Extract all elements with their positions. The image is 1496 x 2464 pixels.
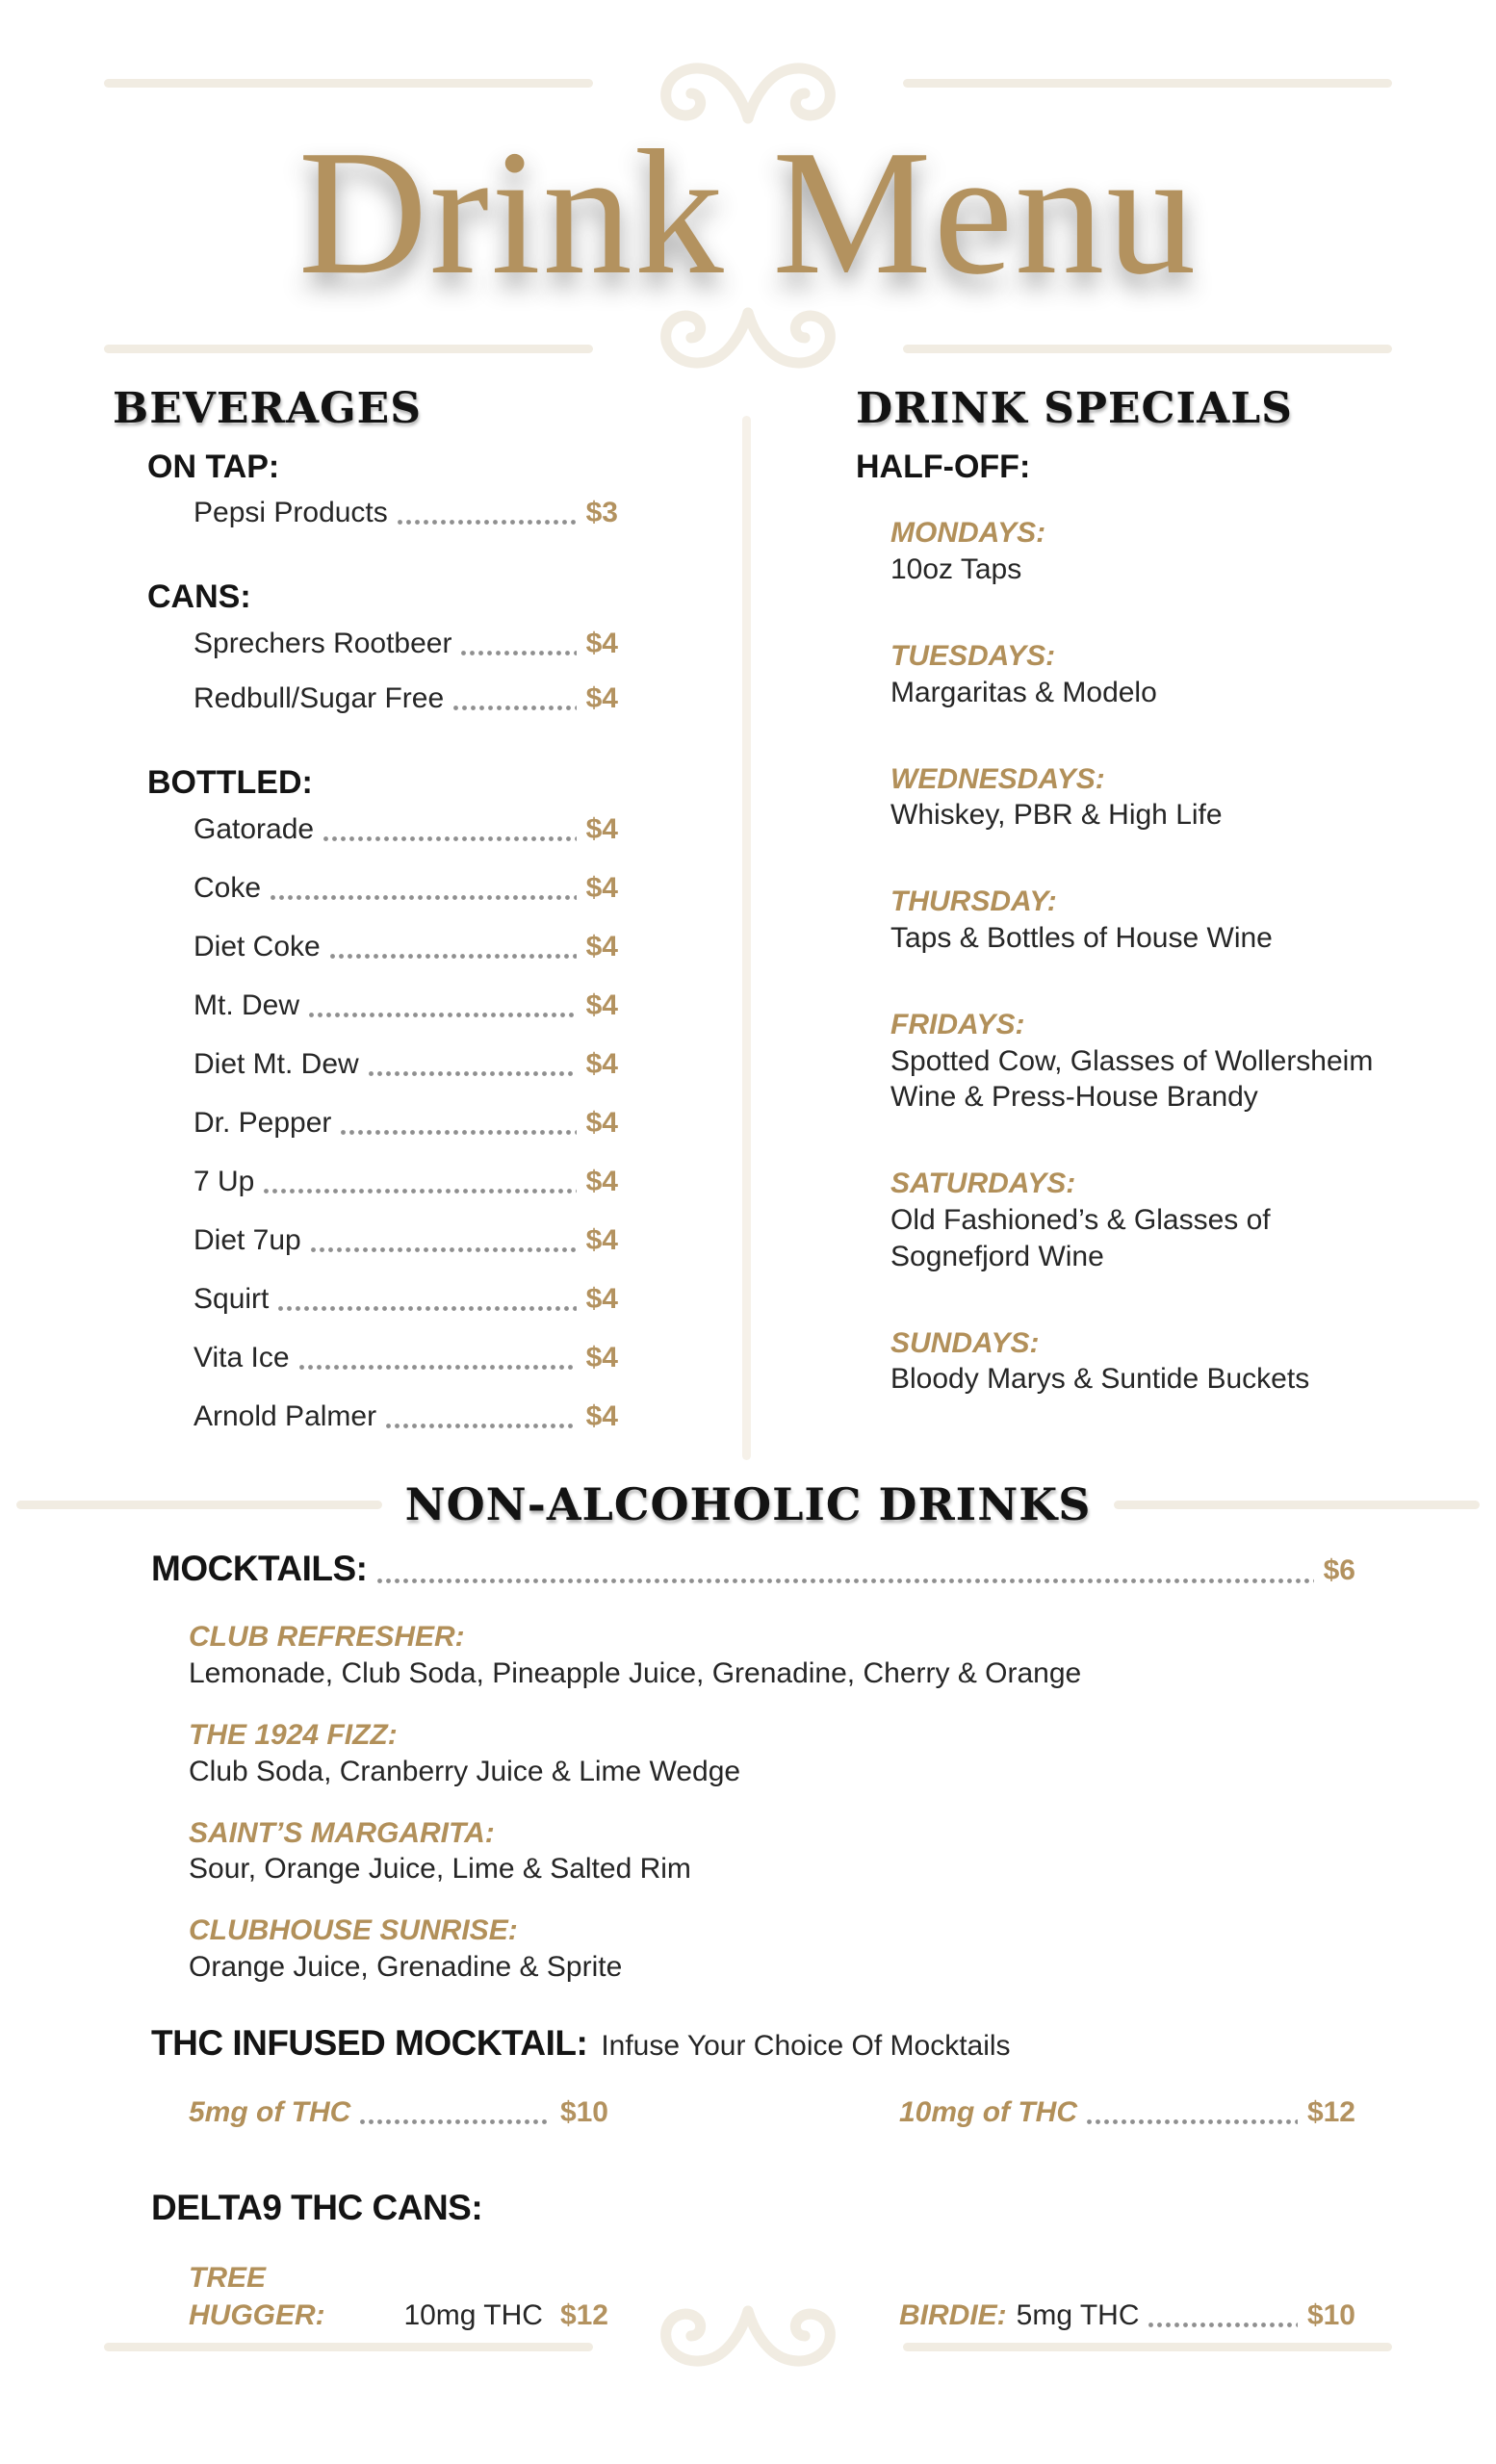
delta9-heading: DELTA9 THC CANS: [151, 2188, 483, 2228]
dotted-leader [384, 1424, 577, 1428]
menu-item-row [899, 2093, 1355, 2131]
mocktail-entry [189, 1717, 1355, 1790]
menu-item-row [193, 810, 618, 848]
mocktail-description: Club Soda, Cranberry Juice & Lime Wedge [189, 1755, 741, 1787]
item-price: $4 [585, 1106, 618, 1139]
group-heading: BOTTLED: [147, 764, 313, 802]
menu-item-row [193, 1045, 618, 1083]
thc-infused-heading-row [151, 2022, 1355, 2065]
mocktail-name: THE 1924 FIZZ: [189, 1718, 398, 1751]
item-name: Diet 7up [193, 1223, 301, 1256]
drink-specials-heading: DRINK SPECIALS [856, 384, 1293, 433]
special-day-block [890, 638, 1406, 711]
divider-line [903, 79, 1392, 88]
day-special: Whiskey, PBR & High Life [890, 799, 1223, 832]
mocktail-entry [189, 1912, 1355, 1986]
dotted-leader [339, 1130, 576, 1135]
group-heading: CANS: [147, 578, 251, 616]
dotted-leader [269, 895, 577, 900]
item-price: $12 [559, 2298, 608, 2331]
dotted-leader [297, 1365, 577, 1370]
day-special: Margaritas & Modelo [890, 676, 1157, 708]
half-off-subheading: HALF-OFF: [856, 448, 1031, 485]
thc-options [189, 2093, 1355, 2131]
divider-line [903, 345, 1392, 353]
item-price: $4 [585, 988, 618, 1021]
menu-item-row [193, 869, 618, 907]
dotted-leader [367, 1071, 577, 1076]
on-tap-group [113, 448, 618, 578]
dotted-leader [459, 651, 576, 655]
column-divider-line [742, 416, 751, 1460]
item-name: Redbull/Sugar Free [193, 682, 445, 715]
mocktails-price: $6 [1323, 1554, 1355, 1587]
mocktail-description: Orange Juice, Grenadine & Sprite [189, 1950, 623, 1983]
menu-item-row [193, 1339, 618, 1376]
drink-specials-section [856, 385, 1406, 1448]
thc-infused-label: THC INFUSED MOCKTAIL: [151, 2022, 588, 2063]
beverages-section [113, 385, 618, 1456]
non-alcoholic-heading: NON-ALCOHOLIC DRINKS [404, 1478, 1092, 1530]
beverages-heading: BEVERAGES [113, 384, 422, 433]
dotted-leader [451, 706, 576, 710]
item-price: $4 [585, 871, 618, 904]
day-special: Spotted Cow, Glasses of Wollersheim Wine & Press-House Brandy [890, 1044, 1374, 1114]
item-detail: 5mg THC [1016, 2298, 1140, 2331]
mocktails-label: MOCKTAILS: [151, 1549, 368, 1588]
special-day-block [890, 1166, 1406, 1274]
menu-item-row [193, 1104, 618, 1142]
item-price: $10 [1306, 2298, 1355, 2331]
item-price: $10 [559, 2096, 608, 2129]
divider-line [16, 1501, 382, 1509]
day-label: THURSDAY: [890, 886, 1057, 918]
special-day-block [890, 761, 1406, 834]
special-day-block [890, 884, 1406, 957]
item-name: Dr. Pepper [193, 1106, 332, 1139]
item-name: BIRDIE: [899, 2298, 1007, 2331]
dotted-leader [262, 1189, 576, 1194]
item-price: $4 [585, 682, 618, 715]
divider-line [104, 345, 593, 353]
mocktail-entry [189, 1619, 1355, 1692]
mocktail-name: SAINT’S MARGARITA: [189, 1816, 495, 1849]
dotted-leader [1085, 2119, 1298, 2124]
cans-group [113, 578, 618, 763]
day-label: SUNDAYS: [890, 1326, 1040, 1359]
day-special: Taps & Bottles of House Wine [890, 921, 1273, 954]
day-special: Old Fashioned’s & Glasses of Sognefjord Wine [890, 1203, 1271, 1272]
item-price: $4 [585, 628, 618, 660]
item-price: $3 [585, 497, 618, 529]
menu-item-row [193, 987, 618, 1024]
special-day-block [890, 1325, 1406, 1399]
item-price: $4 [585, 1223, 618, 1256]
divider-line [903, 2343, 1392, 2351]
item-name: Squirt [193, 1282, 270, 1315]
item-name: Coke [193, 871, 262, 904]
mocktail-description: Sour, Orange Juice, Lime & Salted Rim [189, 1853, 691, 1886]
day-label: SATURDAYS: [890, 1168, 1076, 1200]
item-price: $4 [585, 1399, 618, 1432]
menu-item-row [189, 2093, 608, 2131]
item-name: Vita Ice [193, 1341, 290, 1373]
item-price: $4 [585, 1341, 618, 1373]
item-name: Sprechers Rootbeer [193, 628, 452, 660]
menu-item-row [193, 1280, 618, 1318]
thc-infused-note: Infuse Your Choice Of Mocktails [601, 2029, 1011, 2062]
item-price: $4 [585, 812, 618, 845]
item-price: $12 [1306, 2096, 1355, 2129]
menu-item-row [193, 1398, 618, 1435]
mocktail-description: Lemonade, Club Soda, Pineapple Juice, Grenadine, Cherry & Orange [189, 1657, 1082, 1690]
special-day-block [890, 1007, 1406, 1116]
divider-line [104, 79, 593, 88]
menu-item-row [193, 928, 618, 965]
menu-item-row [193, 1163, 618, 1200]
dotted-leader [322, 836, 577, 841]
item-name: Diet Coke [193, 930, 321, 962]
item-name: 5mg of THC [189, 2096, 351, 2129]
divider-line [104, 2343, 593, 2351]
menu-item-row [193, 494, 618, 531]
bottom-flourish-divider [0, 2300, 1496, 2393]
dotted-leader [309, 1247, 577, 1252]
day-label: WEDNESDAYS: [890, 762, 1105, 795]
non-alcoholic-section [151, 1548, 1355, 2334]
item-detail: 10mg THC [403, 2298, 543, 2331]
mocktails-price-row [151, 1548, 1355, 1590]
item-price: $4 [585, 1282, 618, 1315]
dotted-leader [276, 1306, 576, 1311]
swirl-ornament-icon [618, 2300, 878, 2393]
day-label: MONDAYS: [890, 517, 1046, 550]
item-price: $4 [585, 1047, 618, 1080]
dotted-leader [375, 1578, 1314, 1583]
special-day-block [890, 515, 1406, 588]
item-name: Pepsi Products [193, 497, 388, 529]
menu-item-row [193, 680, 618, 717]
dotted-leader [307, 1013, 577, 1017]
item-name: Diet Mt. Dew [193, 1047, 359, 1080]
mocktail-name: CLUB REFRESHER: [189, 1621, 465, 1654]
item-name: Gatorade [193, 812, 315, 845]
item-name: 7 Up [193, 1165, 255, 1197]
item-name: TREE HUGGER: [189, 2261, 325, 2331]
dotted-leader [396, 520, 577, 525]
day-label: FRIDAYS: [890, 1008, 1025, 1040]
swirl-ornament-icon [618, 302, 878, 395]
divider-line [1114, 1501, 1480, 1509]
menu-item-row [193, 1221, 618, 1259]
group-heading: ON TAP: [147, 448, 280, 485]
non-alcoholic-header [105, 1478, 1391, 1530]
item-price: $4 [585, 930, 618, 962]
item-name: Mt. Dew [193, 988, 300, 1021]
dotted-leader [358, 2119, 551, 2124]
mocktail-entry [189, 1815, 1355, 1888]
bottled-group [113, 763, 618, 1435]
page-title: Drink Menu [297, 114, 1199, 312]
title-flourish-divider [0, 302, 1496, 395]
mocktail-name: CLUBHOUSE SUNRISE: [189, 1914, 518, 1947]
day-label: TUESDAYS: [890, 639, 1056, 672]
item-name: Arnold Palmer [193, 1399, 377, 1432]
dotted-leader [328, 954, 577, 959]
day-special: 10oz Taps [890, 553, 1022, 586]
item-name: 10mg of THC [899, 2096, 1078, 2129]
item-price: $4 [585, 1165, 618, 1197]
menu-item-row [193, 625, 618, 662]
day-special: Bloody Marys & Suntide Buckets [890, 1363, 1310, 1396]
